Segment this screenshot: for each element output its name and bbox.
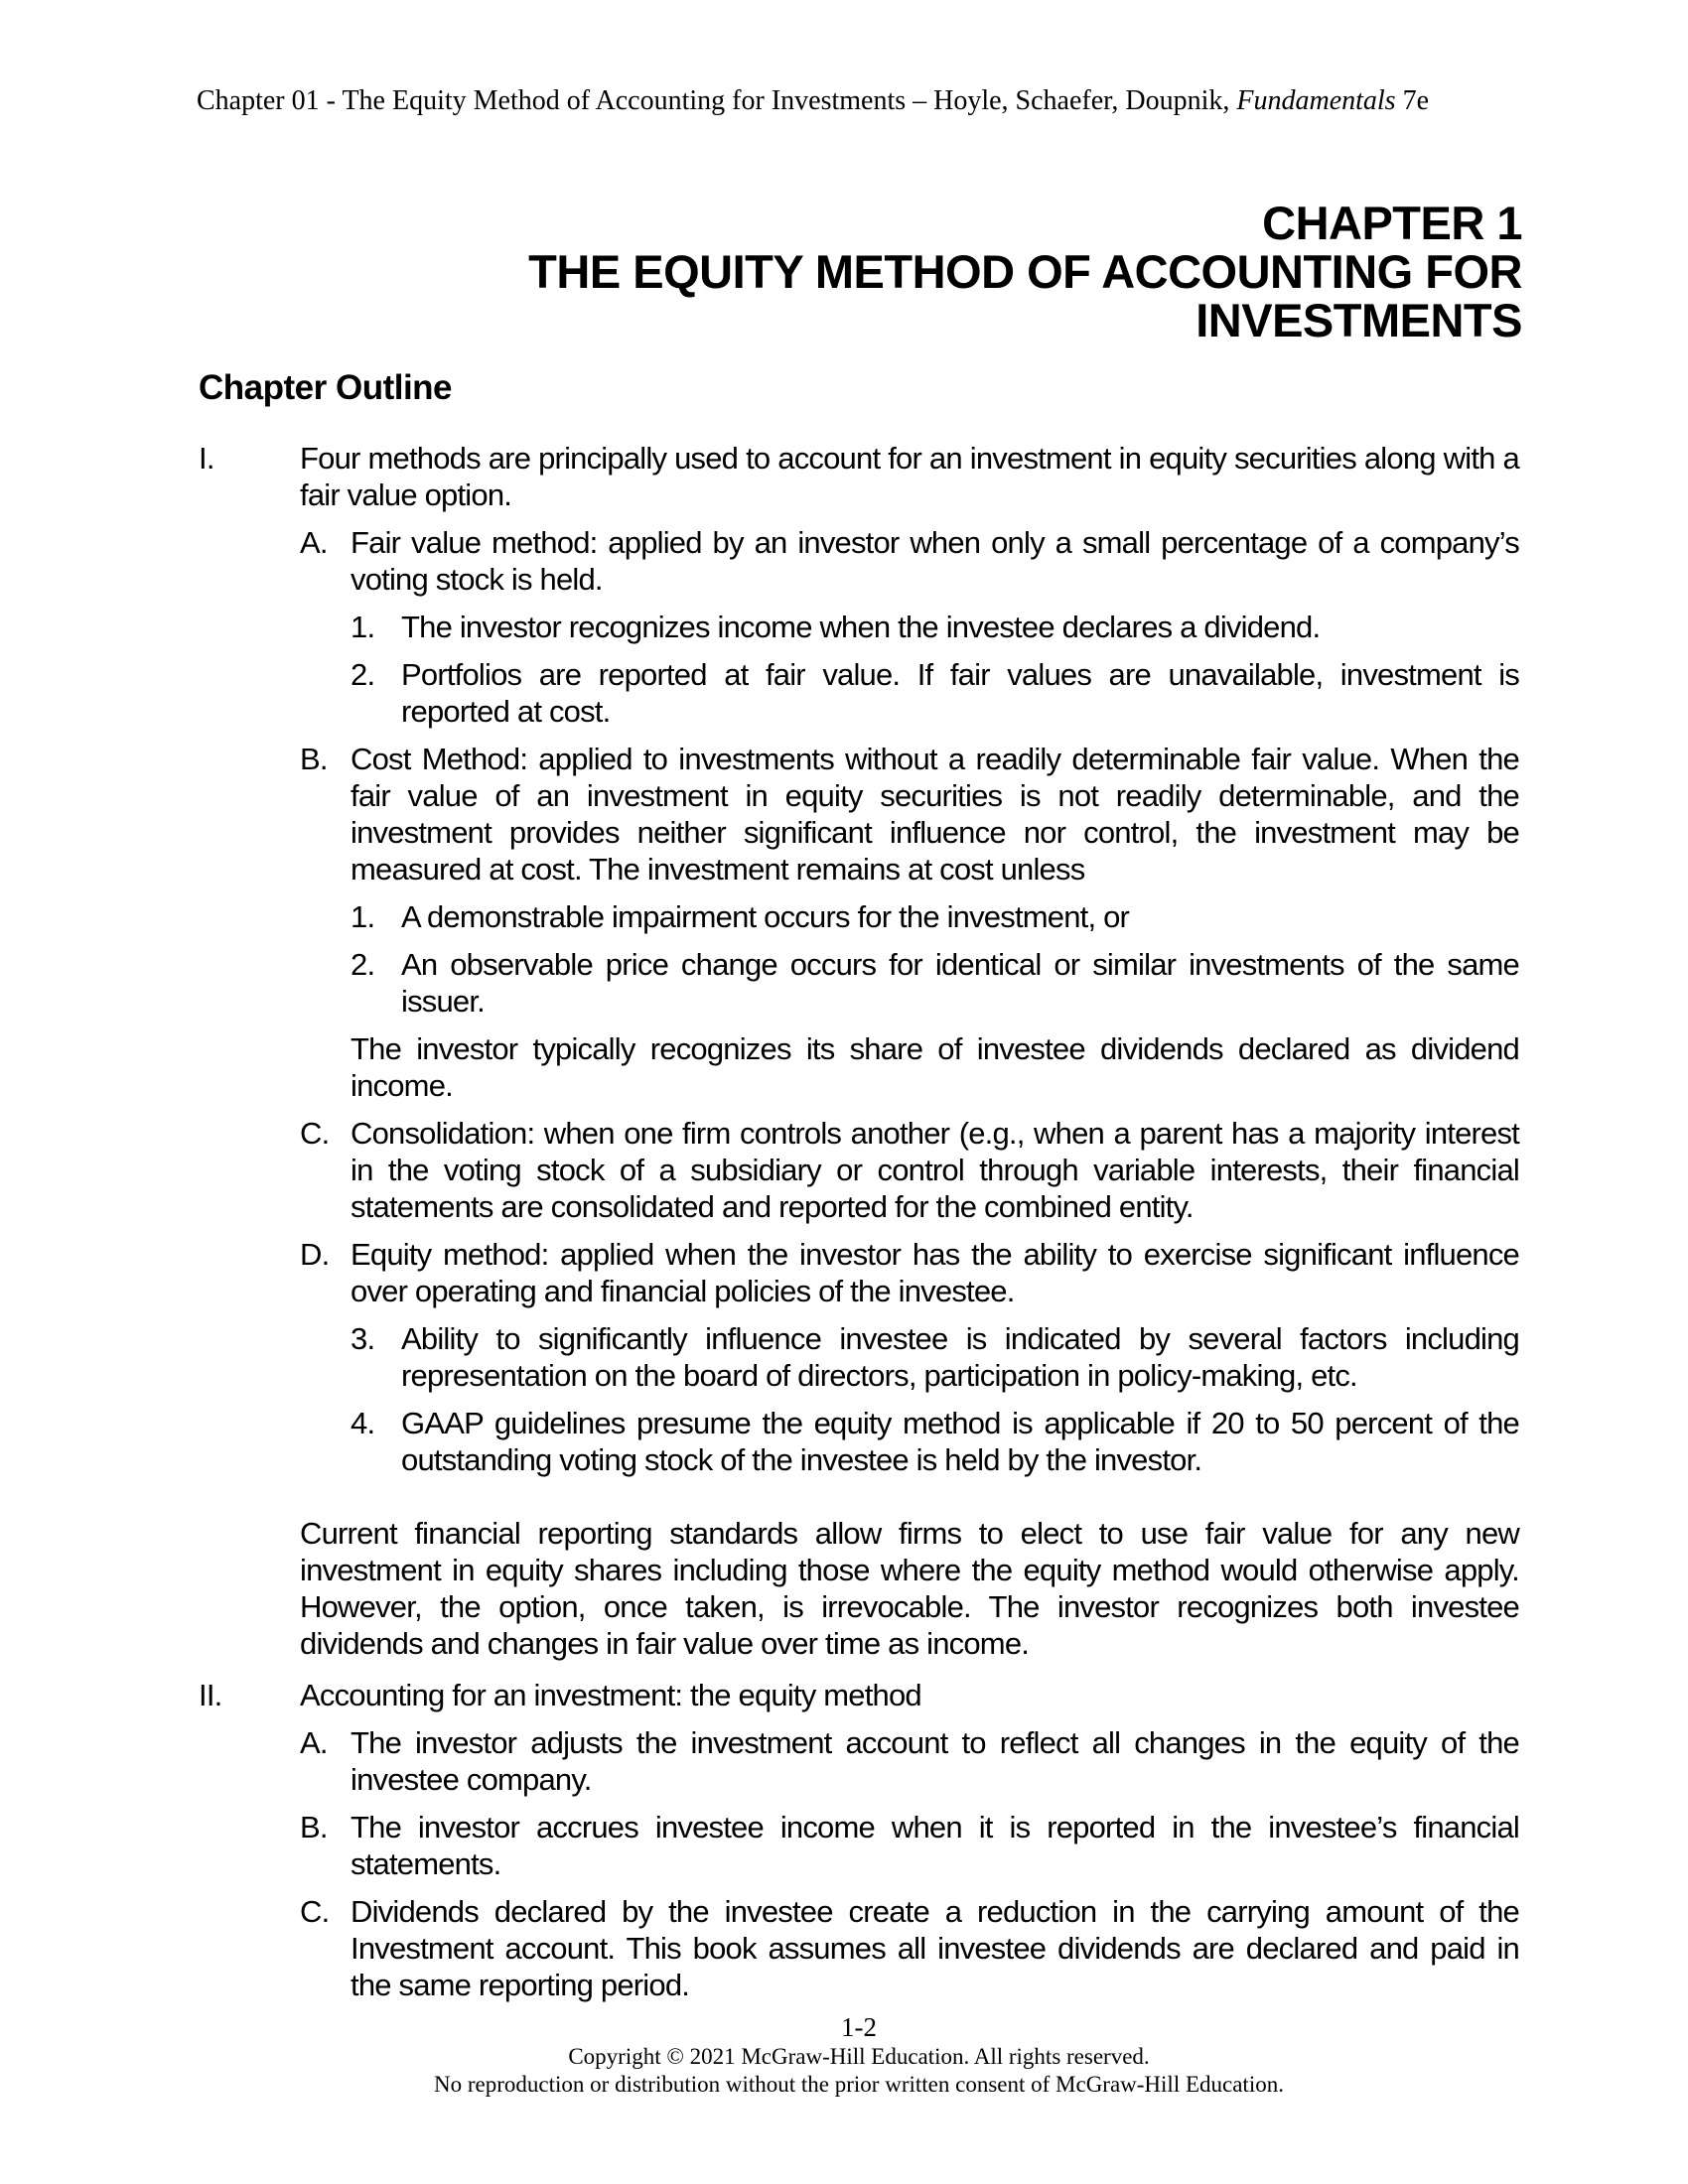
running-header-book-title: Fundamentals [1236, 85, 1396, 116]
outline-item-marker: C. [300, 1116, 330, 1151]
outline-item-marker: 4. [351, 1406, 375, 1440]
outline-item-marker: C. [300, 1894, 330, 1929]
outline-item-marker: A. [300, 525, 328, 560]
outline-item-marker: A. [300, 1725, 328, 1760]
outline-item [199, 609, 1519, 645]
chapter-number-heading: CHAPTER 1 [1262, 197, 1522, 249]
outline-item [199, 656, 1519, 730]
outline-item [199, 1236, 1519, 1309]
page-footer [199, 2011, 1519, 2099]
outline-item-text: Current financial reporting standards allow firms to elect to use fair value for any new investment in equity shares including those where the equity method would otherwise apply. However, the option, once taken, is irrevocable. The investor recognizes both investee dividends and changes in fair value over time as income. [300, 1516, 1519, 1661]
outline-item-text: GAAP guidelines presume the equity method is applicable if 20 to 50 percent of the outstanding voting stock of the investee is held by the investor. [401, 1406, 1519, 1477]
running-header-edition-text: 7e [1395, 85, 1430, 116]
outline-item-text: An observable price change occurs for identical or similar investments of the same issuer. [401, 947, 1519, 1019]
outline-item-text: The investor recognizes income when the investee declares a dividend. [401, 610, 1321, 644]
outline-item-text: The investor accrues investee income when it is reported in the investee’s financial statements. [351, 1810, 1519, 1881]
running-header-course-text: Chapter 01 - The Equity Method of Accounting for Investments – Hoyle, Schaefer, Doupnik, [197, 85, 1237, 116]
outline-item-marker: 2. [351, 947, 375, 982]
outline-item [199, 1677, 1519, 1713]
outline-item [199, 1893, 1519, 2003]
chapter-title-heading: THE EQUITY METHOD OF ACCOUNTING FOR INVESTMENTS [528, 245, 1522, 346]
outline-item-marker: I. [199, 441, 214, 476]
page-number: 1-2 [841, 2012, 877, 2042]
outline-item-marker: 1. [351, 610, 375, 644]
outline-item [199, 1115, 1519, 1225]
chapter-title-block [199, 199, 1522, 344]
outline-item-marker: 3. [351, 1321, 375, 1356]
outline-item-marker: 1. [351, 899, 375, 934]
outline-item-marker: 2. [351, 657, 375, 692]
outline-item [199, 1809, 1519, 1882]
outline-item-marker: B. [300, 742, 328, 776]
copyright-line: Copyright © 2021 McGraw-Hill Education. All rights reserved. [568, 2044, 1150, 2069]
outline-item-marker: D. [300, 1237, 330, 1272]
outline-item-text: The investor typically recognizes its share of investee dividends declared as dividend income. [351, 1031, 1519, 1103]
outline-item-marker: II. [199, 1678, 222, 1712]
outline-item [199, 1724, 1519, 1798]
outline-item [199, 898, 1519, 935]
outline-item-text: Consolidation: when one firm controls another (e.g., when a parent has a majority interest in the voting stock of a subsidiary or control through variable interests, their financial statements are consolidated and reported for the combined entity. [351, 1116, 1519, 1224]
notice-line: No reproduction or distribution without the prior written consent of McGraw-Hill Education. [434, 2072, 1284, 2097]
outline-item-text: Four methods are principally used to account for an investment in equity securities along with a fair value option. [300, 441, 1519, 512]
outline-item-text: Portfolios are reported at fair value. If fair values are unavailable, investment is reported at cost. [401, 657, 1519, 729]
outline-item-text: Cost Method: applied to investments without a readily determinable fair value. When the fair value of an investment in equity securities is not readily determinable, and the investment provides neither significant influence nor control, the investment may be measured at cost. The investment remains at cost unless [351, 742, 1519, 887]
chapter-outline-heading: Chapter Outline [199, 368, 453, 407]
outline-item [199, 440, 1519, 513]
outline-item-marker: B. [300, 1810, 328, 1844]
outline-item [199, 1030, 1519, 1104]
outline-item [199, 1515, 1519, 1662]
outline-item-text: Ability to significantly influence investee is indicated by several factors including representation on the board of directors, participation in policy-making, etc. [401, 1321, 1519, 1393]
outline-item-text: Equity method: applied when the investor has the ability to exercise significant influence over operating and financial policies of the investee. [351, 1237, 1519, 1308]
outline-item-text: A demonstrable impairment occurs for the investment, or [401, 899, 1130, 934]
running-header [197, 85, 1519, 117]
outline-item-text: The investor adjusts the investment account to reflect all changes in the equity of the investee company. [351, 1725, 1519, 1797]
outline-item-text: Dividends declared by the investee create a reduction in the carrying amount of the Investment account. This book assumes all investee dividends are declared and paid in the same reporting period. [351, 1894, 1519, 2002]
outline-item [199, 524, 1519, 598]
chapter-outline-list [199, 440, 1519, 2014]
outline-item [199, 741, 1519, 887]
outline-item [199, 946, 1519, 1020]
outline-item [199, 1320, 1519, 1394]
outline-item-text: Accounting for an investment: the equity method [300, 1678, 921, 1712]
outline-item [199, 1405, 1519, 1478]
outline-item-text: Fair value method: applied by an investor when only a small percentage of a company’s voting stock is held. [351, 525, 1519, 597]
